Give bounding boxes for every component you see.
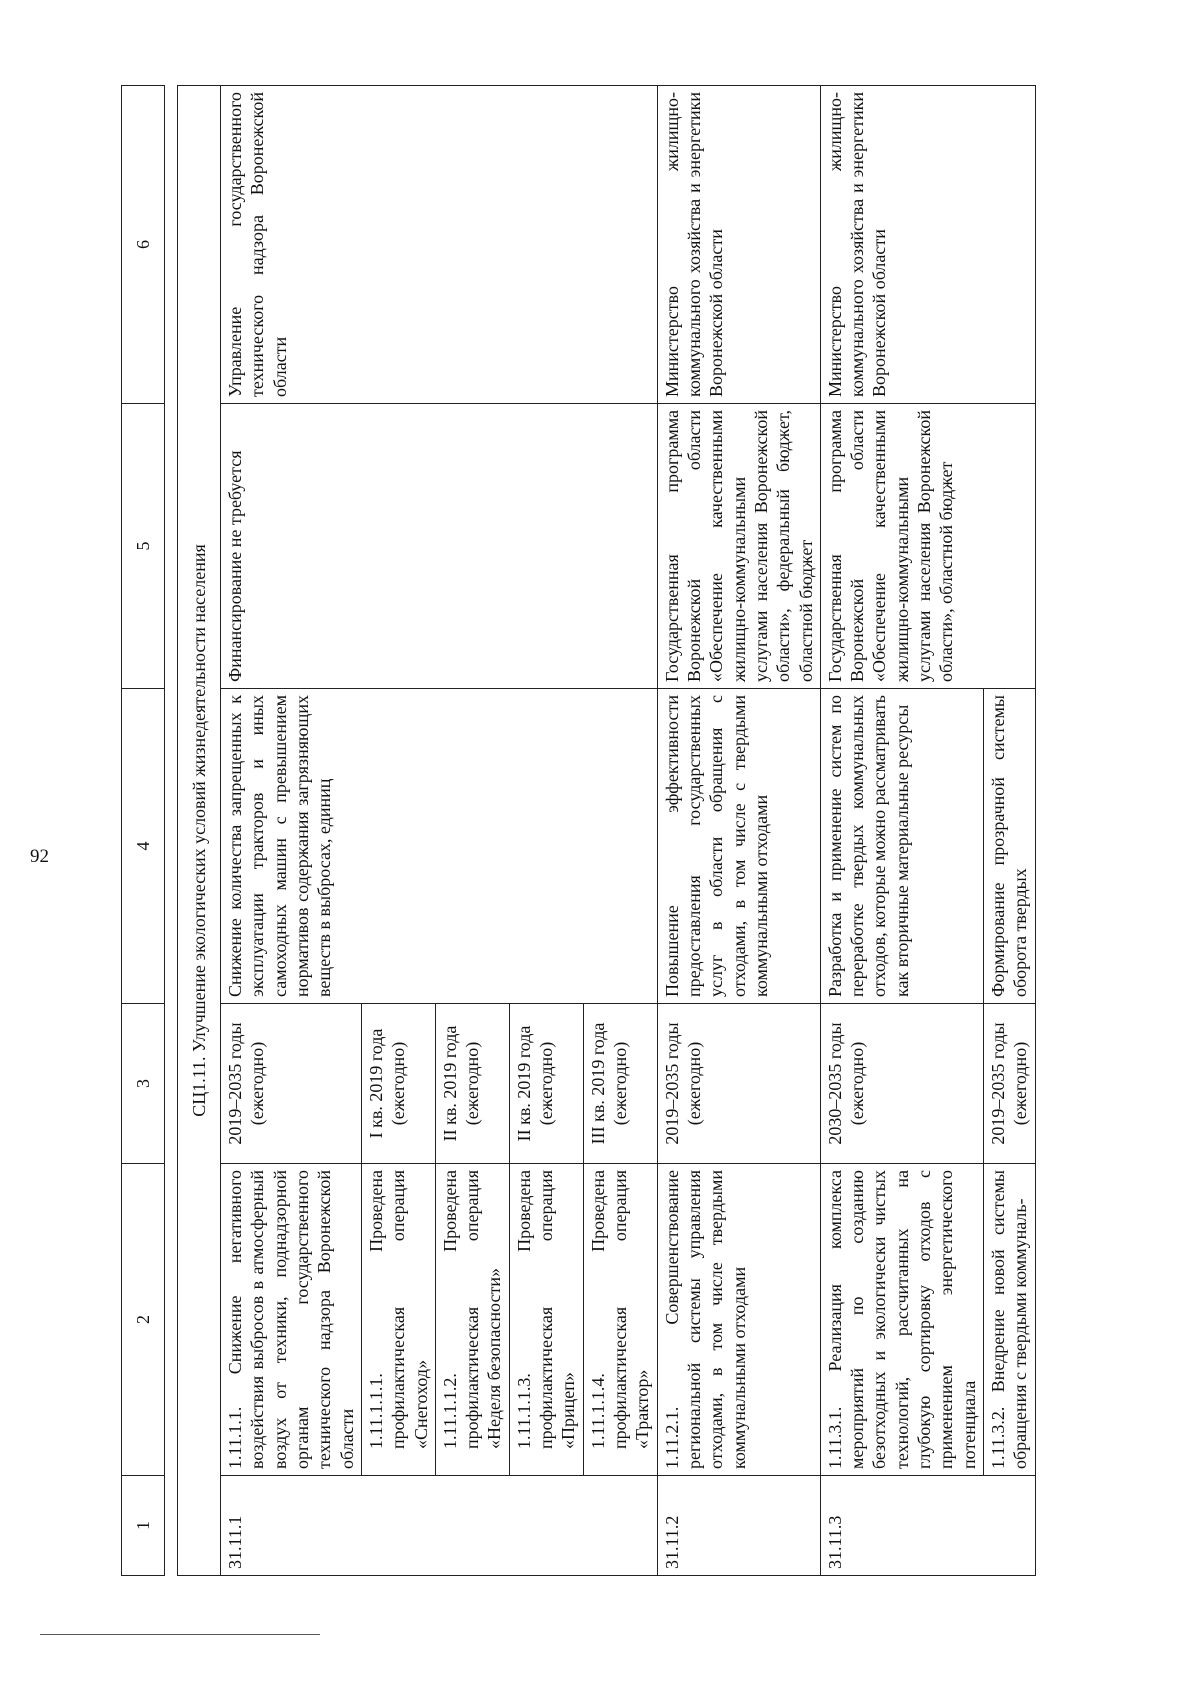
header-col-2: 2 bbox=[122, 1164, 165, 1476]
event-cell: 1.11.2.1. Совершенствование региональной системы управления отходами, в том числе твердыми коммунальными отходами bbox=[657, 1164, 820, 1476]
event-cell: 1.11.3.1. Реализация комплекса мероприятий по созданию безотходных и экологически чистых технологий, рассчитанных на глубокую сортировку отходов с применением энергетического потенциала bbox=[820, 1164, 983, 1476]
row-code: 31.11.3 bbox=[820, 1476, 1035, 1576]
period-cell: I кв. 2019 года (ежегодно) bbox=[361, 1004, 435, 1164]
header-col-3: 3 bbox=[122, 1004, 165, 1164]
period-cell: 2019–2035 годы (ежегодно) bbox=[221, 1004, 362, 1164]
page-bottom-rule bbox=[40, 1634, 320, 1635]
rotated-table-container bbox=[121, 86, 1071, 1576]
period-cell: 2019–2035 годы (ежегодно) bbox=[984, 1004, 1036, 1164]
indicator-cell: Разработка и применение систем по переработке твердых коммунальных отходов, которые можно рассматривать как вторичные материальные ресурсы bbox=[820, 689, 983, 1004]
funding-cell: Финансирование не требуется bbox=[221, 404, 658, 689]
responsible-cell: Министерство жилищно-коммунального хозяйства и энергетики Воронежской области bbox=[657, 86, 820, 404]
funding-cell: Государственная программа Воронежской области «Обеспечение качественными жилищно-коммунальными услугами населения Воронежской области», областной бюджет bbox=[820, 404, 1035, 689]
period-cell: 2019–2035 годы (ежегодно) bbox=[657, 1004, 820, 1164]
header-row bbox=[122, 86, 165, 1576]
header-col-6: 6 bbox=[122, 86, 165, 404]
period-cell: III кв. 2019 года (ежегодно) bbox=[583, 1004, 657, 1164]
indicator-cell: Повышение эффективности предоставления государственных услуг в области обращения с отходами, в том числе с твердыми коммунальными отходами bbox=[657, 689, 820, 1004]
funding-cell: Государственная программа Воронежской области «Обеспечение качественными жилищно-коммунальными услугами населения Воронежской области», федеральный бюджет, областной бюджет bbox=[657, 404, 820, 689]
header-col-5: 5 bbox=[122, 404, 165, 689]
header-col-4: 4 bbox=[122, 689, 165, 1004]
table-row bbox=[221, 86, 362, 1576]
period-cell: II кв. 2019 года (ежегодно) bbox=[435, 1004, 509, 1164]
subevent-cell: 1.11.1.1.4. Проведена профилактическая операция «Трактор» bbox=[583, 1164, 657, 1476]
responsible-cell: Министерство жилищно-коммунального хозяйства и энергетики Воронежской области bbox=[820, 86, 1035, 404]
row-code: 31.11.1 bbox=[221, 1476, 658, 1576]
event-cell: 1.11.3.2. Внедрение новой системы обращения с твердыми коммуналь- bbox=[984, 1164, 1036, 1476]
event-cell: 1.11.1.1. Снижение негативного воздействия выбросов в атмосферный воздух от техники, поднадзорной органам государственного технического надзора Воронежской области bbox=[221, 1164, 362, 1476]
indicator-cell: Формирование прозрачной системы оборота твердых bbox=[984, 689, 1036, 1004]
subevent-cell: 1.11.1.1.1. Проведена профилактическая операция «Снегоход» bbox=[361, 1164, 435, 1476]
measures-table bbox=[121, 85, 1036, 1576]
section-row bbox=[178, 86, 221, 1576]
responsible-cell: Управление государственного технического надзора Воронежской области bbox=[221, 86, 658, 404]
table-row bbox=[820, 86, 983, 1576]
section-title: СЦ1.11. Улучшение экологических условий жизнедеятельности населения bbox=[178, 86, 221, 1576]
table-row bbox=[657, 86, 820, 1576]
subevent-cell: 1.11.1.1.3. Проведена профилактическая операция «Прицеп» bbox=[509, 1164, 583, 1476]
period-cell: 2030–2035 годы (ежегодно) bbox=[820, 1004, 983, 1164]
indicator-cell: Снижение количества запрещенных к эксплуатации тракторов и иных самоходных машин с превышением нормативов содержания загрязняющих веществ в выбросах, единиц bbox=[221, 689, 658, 1004]
subevent-cell: 1.11.1.1.2. Проведена профилактическая операция «Неделя безопасности» bbox=[435, 1164, 509, 1476]
header-col-1: 1 bbox=[122, 1476, 165, 1576]
page-number: 92 bbox=[30, 846, 49, 867]
row-code: 31.11.2 bbox=[657, 1476, 820, 1576]
period-cell: II кв. 2019 года (ежегодно) bbox=[509, 1004, 583, 1164]
